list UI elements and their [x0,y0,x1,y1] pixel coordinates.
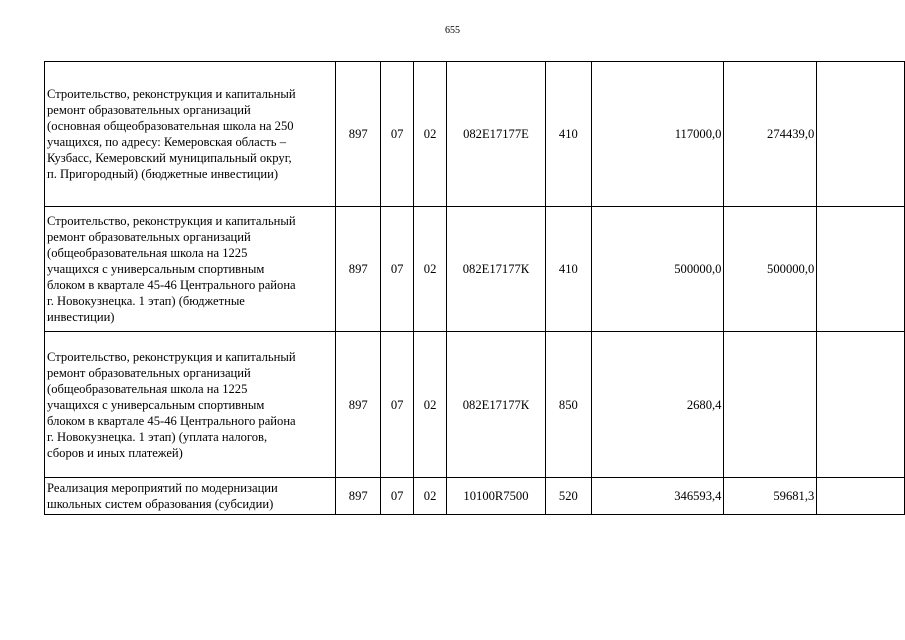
sum-2-cell [724,332,817,478]
row-name-cell: Строительство, реконструкция и капитальный ремонт образовательных организаций (основная общеобразовательная школа на 250 учащихся, по адресу: Кемеровская область – Кузбасс, Кемеровский муниципальный округ, п. Пригородный) (бюджетные инвестиции) [45,62,336,207]
expense-type-cell: 850 [545,332,591,478]
sum-1-cell: 117000,0 [591,62,724,207]
sum-2-cell: 274439,0 [724,62,817,207]
section-code-cell: 07 [381,62,414,207]
table-row [45,207,905,332]
ministry-code-cell: 897 [336,62,381,207]
target-article-cell: 082E17177Е [447,62,546,207]
sum-2-cell: 59681,3 [724,478,817,515]
sum-3-cell [817,207,905,332]
row-name-cell: Строительство, реконструкция и капитальный ремонт образовательных организаций (общеобразовательная школа на 1225 учащихся с универсальным спортивным блоком в квартале 45-46 Центрального района г. Новокузнецка. 1 этап) (бюджетные инвестиции) [45,207,336,332]
table-row [45,478,905,515]
table-row [45,62,905,207]
ministry-code-cell: 897 [336,207,381,332]
page-number: 655 [445,25,460,36]
section-code-cell: 07 [381,478,414,515]
sum-3-cell [817,332,905,478]
subsection-code-cell: 02 [414,478,447,515]
sum-3-cell [817,62,905,207]
expense-type-cell: 410 [545,207,591,332]
ministry-code-cell: 897 [336,478,381,515]
subsection-code-cell: 02 [414,207,447,332]
sum-1-cell: 2680,4 [591,332,724,478]
budget-table [44,61,905,515]
sum-1-cell: 500000,0 [591,207,724,332]
section-code-cell: 07 [381,207,414,332]
sum-1-cell: 346593,4 [591,478,724,515]
target-article-cell: 082E17177К [447,332,546,478]
target-article-cell: 10100R7500 [447,478,546,515]
sum-2-cell: 500000,0 [724,207,817,332]
sum-3-cell [817,478,905,515]
ministry-code-cell: 897 [336,332,381,478]
section-code-cell: 07 [381,332,414,478]
row-name-cell: Реализация мероприятий по модернизации школьных систем образования (субсидии) [45,478,336,515]
expense-type-cell: 410 [545,62,591,207]
row-name-cell: Строительство, реконструкция и капитальный ремонт образовательных организаций (общеобразовательная школа на 1225 учащихся с универсальным спортивным блоком в квартале 45-46 Центрального района г. Новокузнецка. 1 этап) (уплата налогов, сборов и иных платежей) [45,332,336,478]
table-row [45,332,905,478]
expense-type-cell: 520 [545,478,591,515]
subsection-code-cell: 02 [414,332,447,478]
subsection-code-cell: 02 [414,62,447,207]
target-article-cell: 082E17177К [447,207,546,332]
